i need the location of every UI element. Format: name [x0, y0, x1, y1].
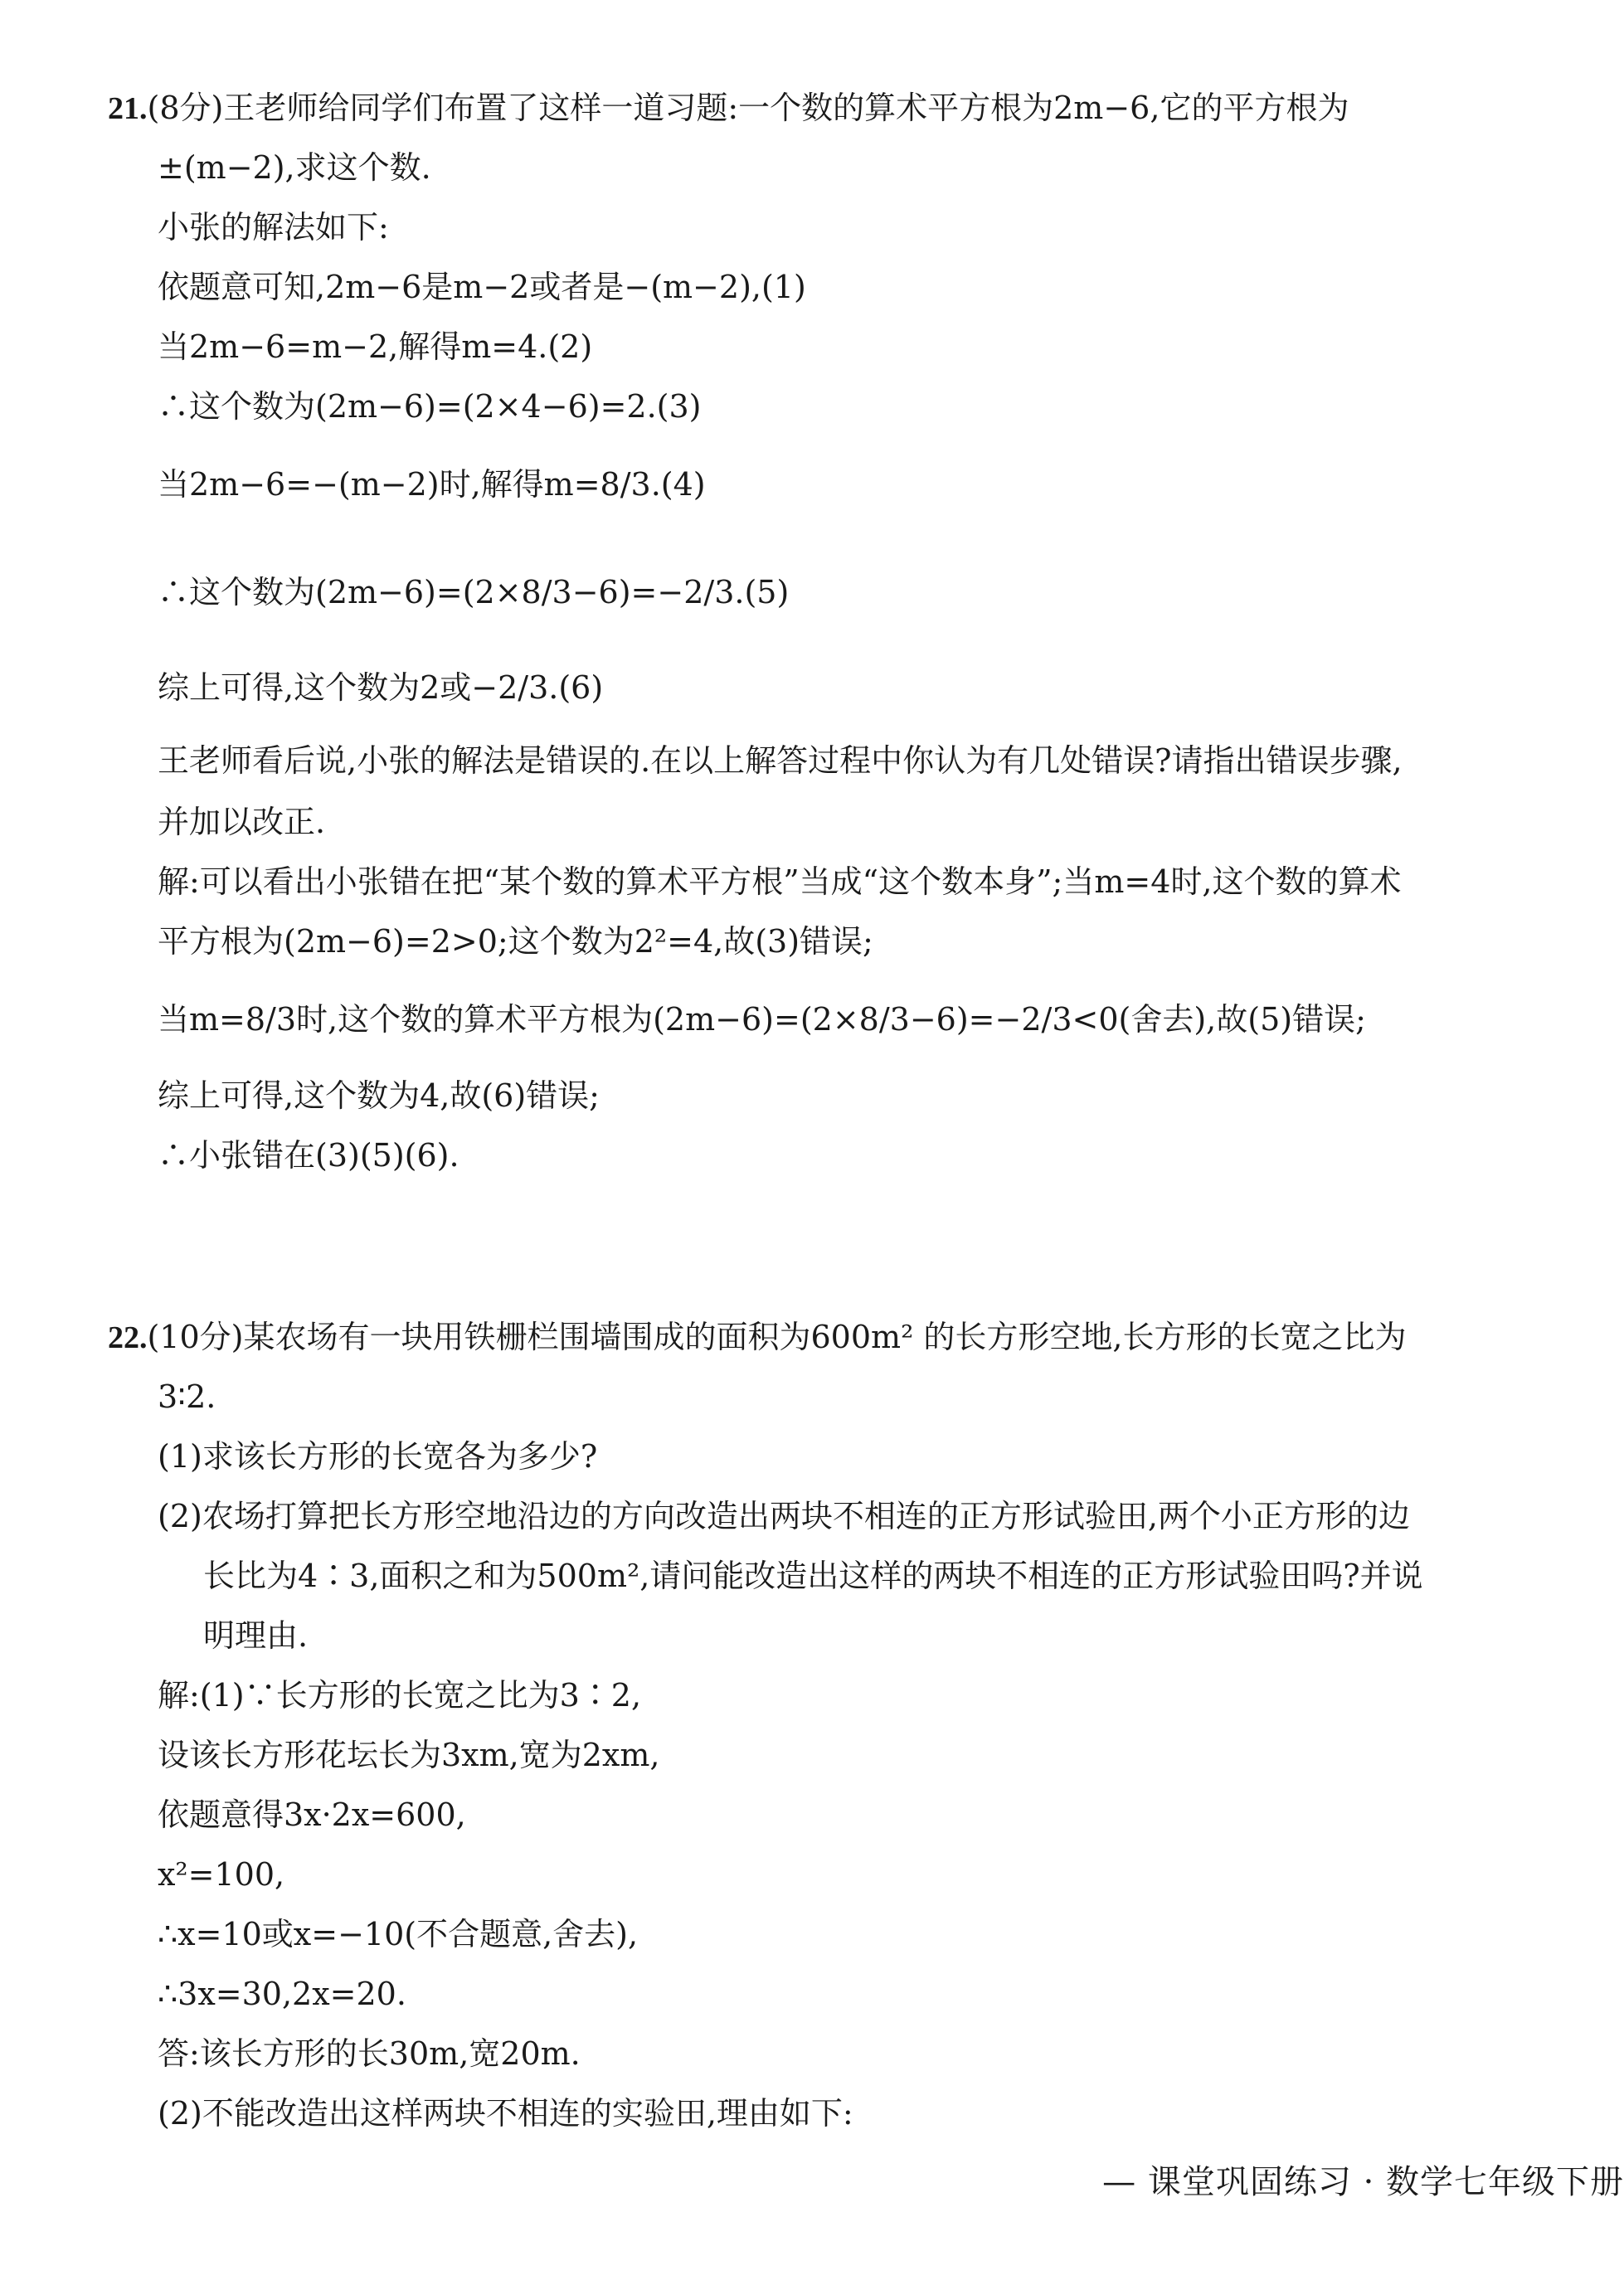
- q21-step-5: ∴这个数为(2m−6)=(2×8/3−6)=−2/3.(5): [158, 574, 790, 610]
- q21-step-6: 综上可得,这个数为2或−2/3.(6): [158, 669, 604, 706]
- q22-solution-line7: 答:该长方形的长30m,宽20m.: [158, 2035, 581, 2072]
- q22-solution-line2: 设该长方形花坛长为3xm,宽为2xm,: [158, 1737, 660, 1773]
- q21-method-intro: 小张的解法如下:: [158, 209, 389, 246]
- q22-part2-line2: 长比为4∶3,面积之和为500m²,请问能改造出这样的两块不相连的正方形试验田吗?并说: [203, 1558, 1423, 1594]
- q22-part2-line3: 明理由.: [203, 1617, 309, 1654]
- page-footer: — 课堂巩固练习 · 数学七年级下册: [1102, 2163, 1624, 2201]
- q21-answer-line5: ∴小张错在(3)(5)(6).: [158, 1137, 459, 1174]
- q21-answer-line3: 当m=8/3时,这个数的算术平方根为(2m−6)=(2×8/3−6)=−2/3<0(舍去),故(5)错误;: [158, 1001, 1366, 1038]
- q21-answer-line2: 平方根为(2m−6)=2>0;这个数为2²=4,故(3)错误;: [158, 923, 873, 960]
- q21-step-4: 当2m−6=−(m−2)时,解得m=8/3.(4): [158, 466, 706, 503]
- q21-step-2: 当2m−6=m−2,解得m=4.(2): [158, 328, 593, 365]
- q21-teacher-line1: 王老师看后说,小张的解法是错误的.在以上解答过程中你认为有几处错误?请指出错误步骤,: [158, 742, 1403, 779]
- q22-solution-line1: 解:(1)∵长方形的长宽之比为3∶2,: [158, 1677, 642, 1714]
- q22-part2-line1: (2)农场打算把长方形空地沿边的方向改造出两块不相连的正方形试验田,两个小正方形的边: [158, 1498, 1410, 1534]
- q21-stem-line1: 21.(8分)王老师给同学们布置了这样一道习题:一个数的算术平方根为2m−6,它的平方根为: [108, 90, 1349, 126]
- q22-part1: (1)求该长方形的长宽各为多少?: [158, 1438, 598, 1475]
- q22-solution-line5: ∴x=10或x=−10(不合题意,舍去),: [158, 1916, 639, 1952]
- q21-stem-line2: ±(m−2),求这个数.: [158, 149, 431, 186]
- q21-number: 21.: [108, 91, 148, 126]
- q22-stem-line2: 3∶2.: [158, 1378, 216, 1415]
- q21-answer-line4: 综上可得,这个数为4,故(6)错误;: [158, 1077, 600, 1114]
- q22-stem-line1: 22.(10分)某农场有一块用铁栅栏围墙围成的面积为600m² 的长方形空地,长方形的长宽之比为: [108, 1319, 1407, 1355]
- q22-solution-line3: 依题意得3x·2x=600,: [158, 1796, 466, 1833]
- q21-teacher-line2: 并加以改正.: [158, 804, 326, 840]
- q21-step-3: ∴这个数为(2m−6)=(2×4−6)=2.(3): [158, 388, 702, 425]
- q21-step-1: 依题意可知,2m−6是m−2或者是−(m−2),(1): [158, 269, 806, 305]
- q21-answer-line1: 解:可以看出小张错在把“某个数的算术平方根”当成“这个数本身”;当m=4时,这个数的算术: [158, 863, 1402, 900]
- q22-number: 22.: [108, 1320, 148, 1355]
- q22-solution-line8: (2)不能改造出这样两块不相连的实验田,理由如下:: [158, 2095, 853, 2132]
- q22-solution-line6: ∴3x=30,2x=20.: [158, 1976, 406, 2012]
- q22-solution-line4: x²=100,: [158, 1856, 285, 1893]
